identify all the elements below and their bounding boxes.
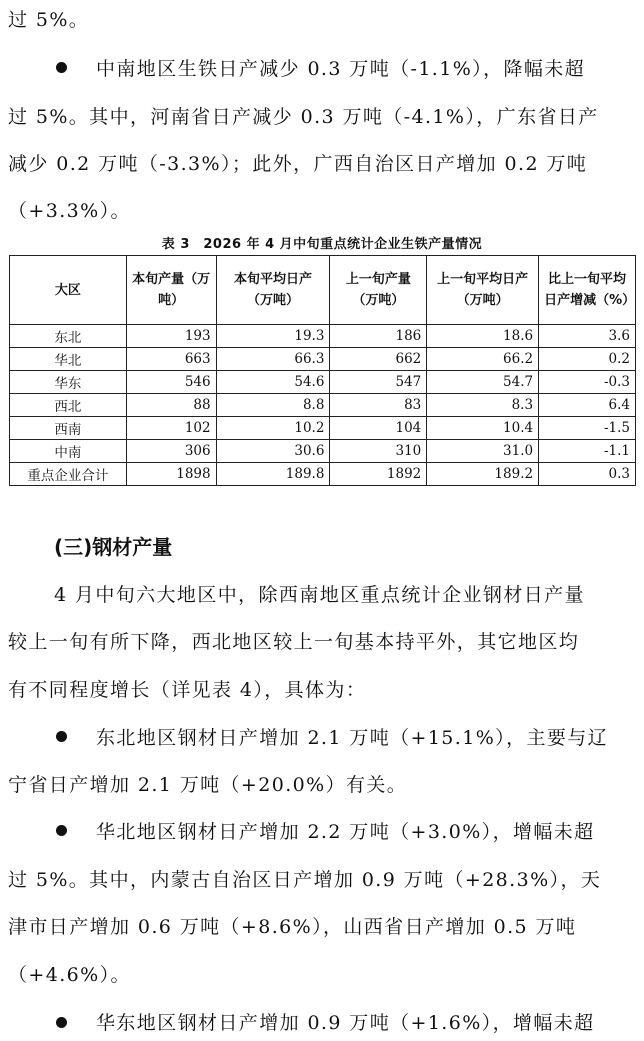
table-caption: 表 3 2026 年 4 月中旬重点统计企业生铁产量情况 [161, 237, 483, 252]
value-cell: 0.2 [539, 348, 636, 371]
paragraph-line: 较上一旬有所下降，西北地区较上一旬基本持平外，其它地区均 [8, 631, 580, 653]
bullet-icon [56, 1017, 67, 1028]
region-cell: 华东 [10, 371, 127, 394]
value-cell: 8.3 [427, 394, 539, 417]
value-cell: 193 [126, 325, 216, 348]
column-header: 上一旬平均日产（万吨） [427, 256, 539, 325]
bullet-icon [56, 62, 67, 73]
value-cell: 306 [126, 440, 216, 463]
value-cell: 102 [126, 417, 216, 440]
value-cell: 310 [330, 440, 427, 463]
column-header: 上一旬产量（万吨） [330, 256, 427, 325]
table-row [10, 371, 636, 394]
region-cell: 华北 [10, 348, 127, 371]
value-cell: 3.6 [539, 325, 636, 348]
value-cell: 547 [330, 371, 427, 394]
paragraph-line: 津市日产增加 0.6 万吨（+8.6%），山西省日产增加 0.5 万吨 [8, 916, 577, 938]
table-row [10, 463, 636, 486]
value-cell: 0.3 [539, 463, 636, 486]
region-cell: 重点企业合计 [10, 463, 127, 486]
table-row [10, 325, 636, 348]
paragraph-line: 华北地区钢材日产增加 2.2 万吨（+3.0%），增幅未超 [96, 821, 595, 843]
paragraph-line: 过 5%。其中，河南省日产减少 0.3 万吨（-4.1%），广东省日产 [8, 106, 599, 128]
column-header: 大区 [10, 256, 127, 325]
value-cell: 662 [330, 348, 427, 371]
table-row [10, 394, 636, 417]
value-cell: 8.8 [216, 394, 330, 417]
value-cell: 189.2 [427, 463, 539, 486]
value-cell: -0.3 [539, 371, 636, 394]
value-cell: 30.6 [216, 440, 330, 463]
value-cell: 663 [126, 348, 216, 371]
value-cell: 18.6 [427, 325, 539, 348]
value-cell: 186 [330, 325, 427, 348]
value-cell: 66.2 [427, 348, 539, 371]
paragraph-line: （+3.3%）。 [8, 200, 131, 222]
value-cell: 6.4 [539, 394, 636, 417]
value-cell: 19.3 [216, 325, 330, 348]
column-header: 本旬平均日产（万吨） [216, 256, 330, 325]
bullet-icon [56, 825, 67, 836]
value-cell: 1892 [330, 463, 427, 486]
section-title: (三)钢材产量 [54, 535, 173, 559]
paragraph-line: （+4.6%）。 [8, 964, 131, 986]
region-cell: 西北 [10, 394, 127, 417]
value-cell: 10.2 [216, 417, 330, 440]
paragraph-line: 有不同程度增长（详见表 4），具体为： [8, 679, 367, 701]
value-cell: 1898 [126, 463, 216, 486]
paragraph-line: 华东地区钢材日产增加 0.9 万吨（+1.6%），增幅未超 [96, 1012, 595, 1034]
value-cell: 88 [126, 394, 216, 417]
table-row [10, 348, 636, 371]
column-header: 比上一旬平均日产增减（%） [539, 256, 636, 325]
value-cell: 66.3 [216, 348, 330, 371]
paragraph-line: 4 月中旬六大地区中，除西南地区重点统计企业钢材日产量 [54, 584, 585, 606]
paragraph-fragment: 过 5%。 [8, 9, 90, 31]
value-cell: 54.6 [216, 371, 330, 394]
value-cell: 104 [330, 417, 427, 440]
column-header: 本旬产量（万吨） [126, 256, 216, 325]
paragraph-line: 东北地区钢材日产增加 2.1 万吨（+15.1%），主要与辽 [96, 727, 609, 749]
region-cell: 东北 [10, 325, 127, 348]
table-header-row [10, 256, 636, 325]
value-cell: 83 [330, 394, 427, 417]
paragraph-line: 宁省日产增加 2.1 万吨（+20.0%）有关。 [8, 774, 408, 796]
value-cell: -1.1 [539, 440, 636, 463]
table-row [10, 440, 636, 463]
pig-iron-output-table [9, 255, 636, 486]
value-cell: 546 [126, 371, 216, 394]
value-cell: 31.0 [427, 440, 539, 463]
table-row [10, 417, 636, 440]
bullet-icon [56, 731, 67, 742]
region-cell: 中南 [10, 440, 127, 463]
region-cell: 西南 [10, 417, 127, 440]
value-cell: 10.4 [427, 417, 539, 440]
paragraph-line: 过 5%。其中，内蒙古自治区日产增加 0.9 万吨（+28.3%），天 [8, 869, 602, 891]
value-cell: -1.5 [539, 417, 636, 440]
value-cell: 189.8 [216, 463, 330, 486]
paragraph-line: 中南地区生铁日产减少 0.3 万吨（-1.1%），降幅未超 [96, 58, 586, 80]
value-cell: 54.7 [427, 371, 539, 394]
paragraph-line: 减少 0.2 万吨（-3.3%）；此外，广西自治区日产增加 0.2 万吨 [8, 153, 588, 175]
